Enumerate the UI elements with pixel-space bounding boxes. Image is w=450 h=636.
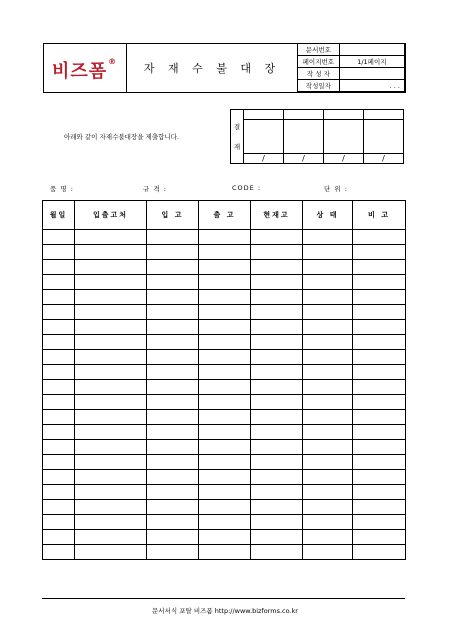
table-cell[interactable] bbox=[199, 530, 251, 545]
table-cell[interactable] bbox=[303, 275, 353, 290]
meta-label-date: 작성일자 bbox=[298, 80, 340, 92]
table-cell[interactable] bbox=[43, 410, 75, 425]
table-cell[interactable] bbox=[303, 290, 353, 305]
table-cell[interactable] bbox=[147, 470, 199, 485]
table-cell[interactable] bbox=[147, 425, 199, 440]
col-header-outgoing: 출 고 bbox=[199, 201, 251, 230]
table-cell[interactable] bbox=[147, 230, 199, 245]
table-cell[interactable] bbox=[147, 530, 199, 545]
table-cell[interactable] bbox=[251, 290, 303, 305]
table-cell[interactable] bbox=[75, 245, 147, 260]
brand-logo-text: 비즈폼 bbox=[52, 61, 108, 82]
col-header-status: 상 태 bbox=[303, 201, 353, 230]
table-cell[interactable] bbox=[303, 245, 353, 260]
table-cell[interactable] bbox=[303, 335, 353, 350]
table-cell[interactable] bbox=[199, 485, 251, 500]
approval-sign-cell[interactable] bbox=[244, 120, 284, 154]
table-cell[interactable] bbox=[147, 290, 199, 305]
table-cell[interactable] bbox=[75, 365, 147, 380]
table-cell[interactable] bbox=[353, 470, 406, 485]
table-cell[interactable] bbox=[303, 545, 353, 560]
table-cell[interactable] bbox=[303, 485, 353, 500]
ledger-header-row bbox=[43, 201, 406, 230]
table-cell[interactable] bbox=[303, 455, 353, 470]
table-cell[interactable] bbox=[251, 260, 303, 275]
table-cell[interactable] bbox=[353, 350, 406, 365]
table-cell[interactable] bbox=[199, 350, 251, 365]
table-cell[interactable] bbox=[43, 380, 75, 395]
approval-title-cell[interactable] bbox=[244, 110, 284, 120]
table-cell[interactable] bbox=[251, 470, 303, 485]
table-cell[interactable] bbox=[199, 380, 251, 395]
table-cell[interactable] bbox=[75, 305, 147, 320]
footer-divider bbox=[42, 598, 405, 599]
table-cell[interactable] bbox=[43, 335, 75, 350]
table-cell[interactable] bbox=[43, 485, 75, 500]
meta-value-author[interactable] bbox=[339, 68, 404, 80]
table-row bbox=[43, 545, 406, 560]
table-cell[interactable] bbox=[251, 515, 303, 530]
table-cell[interactable] bbox=[303, 515, 353, 530]
col-header-incoming: 입 고 bbox=[147, 201, 199, 230]
table-cell[interactable] bbox=[147, 275, 199, 290]
table-row bbox=[43, 320, 406, 335]
table-cell[interactable] bbox=[303, 350, 353, 365]
table-cell[interactable] bbox=[199, 455, 251, 470]
table-cell[interactable] bbox=[303, 380, 353, 395]
table-row bbox=[43, 230, 406, 245]
meta-label-author: 작 성 자 bbox=[298, 68, 340, 80]
table-cell[interactable] bbox=[353, 545, 406, 560]
table-cell[interactable] bbox=[43, 440, 75, 455]
table-cell[interactable] bbox=[75, 545, 147, 560]
item-name-label: 품 명 : bbox=[50, 185, 74, 193]
table-cell[interactable] bbox=[199, 260, 251, 275]
table-cell[interactable] bbox=[303, 260, 353, 275]
table-cell[interactable] bbox=[147, 350, 199, 365]
col-header-source: 입출고처 bbox=[75, 201, 147, 230]
spec-label: 규 격 : bbox=[143, 185, 167, 193]
table-cell[interactable] bbox=[251, 275, 303, 290]
table-row bbox=[43, 335, 406, 350]
table-cell[interactable] bbox=[199, 500, 251, 515]
document-title: 자 재 수 불 대 장 bbox=[143, 62, 281, 75]
table-cell[interactable] bbox=[303, 230, 353, 245]
meta-label-page-number: 페이지번호 bbox=[298, 56, 340, 68]
table-cell[interactable] bbox=[147, 380, 199, 395]
brand-logo bbox=[44, 44, 127, 92]
approval-sign-cell[interactable] bbox=[324, 120, 364, 154]
table-cell[interactable] bbox=[199, 230, 251, 245]
table-row bbox=[43, 290, 406, 305]
table-cell[interactable] bbox=[147, 395, 199, 410]
table-cell[interactable] bbox=[199, 410, 251, 425]
approval-sign-cell[interactable] bbox=[364, 120, 404, 154]
table-cell[interactable] bbox=[303, 470, 353, 485]
table-row bbox=[43, 500, 406, 515]
footer-text: 문서서식 포탈 비즈폼 http://www.bizforms.co.kr bbox=[152, 607, 298, 615]
table-cell[interactable] bbox=[251, 485, 303, 500]
approval-date-cell[interactable]: / bbox=[324, 154, 364, 164]
table-cell[interactable] bbox=[199, 320, 251, 335]
table-cell[interactable] bbox=[147, 440, 199, 455]
table-cell[interactable] bbox=[199, 290, 251, 305]
table-cell[interactable] bbox=[353, 380, 406, 395]
table-row bbox=[43, 425, 406, 440]
table-cell[interactable] bbox=[75, 515, 147, 530]
table-cell[interactable] bbox=[75, 320, 147, 335]
table-cell[interactable] bbox=[43, 365, 75, 380]
table-cell[interactable] bbox=[251, 380, 303, 395]
table-cell[interactable] bbox=[147, 515, 199, 530]
document-header bbox=[43, 43, 406, 93]
meta-label-doc-number: 문서번호 bbox=[298, 44, 340, 56]
table-cell[interactable] bbox=[353, 245, 406, 260]
table-row bbox=[43, 365, 406, 380]
table-cell[interactable] bbox=[199, 515, 251, 530]
approval-sign-cell[interactable] bbox=[284, 120, 324, 154]
table-cell[interactable] bbox=[353, 500, 406, 515]
table-cell[interactable] bbox=[199, 305, 251, 320]
table-cell[interactable] bbox=[147, 335, 199, 350]
table-cell[interactable] bbox=[353, 485, 406, 500]
table-row bbox=[43, 440, 406, 455]
registered-mark: ® bbox=[108, 57, 118, 66]
table-cell[interactable] bbox=[251, 500, 303, 515]
table-cell[interactable] bbox=[303, 425, 353, 440]
table-cell[interactable] bbox=[303, 530, 353, 545]
table-cell[interactable] bbox=[75, 440, 147, 455]
table-cell[interactable] bbox=[75, 230, 147, 245]
approval-label bbox=[231, 110, 244, 164]
table-cell[interactable] bbox=[199, 425, 251, 440]
table-cell[interactable] bbox=[251, 410, 303, 425]
table-cell[interactable] bbox=[251, 335, 303, 350]
table-cell[interactable] bbox=[147, 485, 199, 500]
table-cell[interactable] bbox=[251, 440, 303, 455]
table-cell[interactable] bbox=[43, 275, 75, 290]
table-row bbox=[43, 530, 406, 545]
intro-text: 아래와 같이 자재수불대장을 제출합니다. bbox=[64, 133, 180, 141]
table-cell[interactable] bbox=[75, 455, 147, 470]
table-cell[interactable] bbox=[199, 365, 251, 380]
inventory-ledger-table bbox=[42, 200, 406, 560]
table-row bbox=[43, 350, 406, 365]
table-cell[interactable] bbox=[353, 335, 406, 350]
approval-label-top: 결 bbox=[233, 122, 241, 131]
table-cell[interactable] bbox=[147, 320, 199, 335]
table-cell[interactable] bbox=[303, 410, 353, 425]
table-cell[interactable] bbox=[199, 470, 251, 485]
table-row bbox=[43, 260, 406, 275]
table-row bbox=[43, 395, 406, 410]
approval-title-cell[interactable] bbox=[324, 110, 364, 120]
table-cell[interactable] bbox=[75, 425, 147, 440]
table-cell[interactable] bbox=[353, 455, 406, 470]
table-cell[interactable] bbox=[199, 395, 251, 410]
table-cell[interactable] bbox=[75, 470, 147, 485]
table-cell[interactable] bbox=[353, 275, 406, 290]
table-cell[interactable] bbox=[251, 365, 303, 380]
table-cell[interactable] bbox=[353, 365, 406, 380]
table-cell[interactable] bbox=[251, 305, 303, 320]
table-cell[interactable] bbox=[251, 530, 303, 545]
table-cell[interactable] bbox=[75, 260, 147, 275]
table-cell[interactable] bbox=[43, 350, 75, 365]
table-cell[interactable] bbox=[75, 395, 147, 410]
table-cell[interactable] bbox=[75, 500, 147, 515]
table-cell[interactable] bbox=[251, 545, 303, 560]
table-cell[interactable] bbox=[75, 275, 147, 290]
table-cell[interactable] bbox=[147, 365, 199, 380]
col-header-remarks: 비 고 bbox=[353, 201, 406, 230]
table-cell[interactable] bbox=[353, 515, 406, 530]
table-cell[interactable] bbox=[75, 380, 147, 395]
table-cell[interactable] bbox=[43, 530, 75, 545]
meta-value-doc-number[interactable] bbox=[339, 44, 404, 56]
table-cell[interactable] bbox=[43, 425, 75, 440]
table-cell[interactable] bbox=[147, 410, 199, 425]
table-cell[interactable] bbox=[303, 395, 353, 410]
approval-date-cell[interactable]: / bbox=[284, 154, 324, 164]
col-header-date: 월일 bbox=[43, 201, 75, 230]
table-row bbox=[43, 470, 406, 485]
table-cell[interactable] bbox=[75, 410, 147, 425]
table-cell[interactable] bbox=[353, 290, 406, 305]
table-cell[interactable] bbox=[147, 545, 199, 560]
table-cell[interactable] bbox=[43, 515, 75, 530]
table-cell[interactable] bbox=[353, 260, 406, 275]
table-cell[interactable] bbox=[199, 545, 251, 560]
table-row bbox=[43, 275, 406, 290]
unit-label: 단 위 : bbox=[324, 185, 348, 193]
table-row bbox=[43, 305, 406, 320]
table-cell[interactable] bbox=[75, 350, 147, 365]
table-cell[interactable] bbox=[353, 230, 406, 245]
table-cell[interactable] bbox=[147, 500, 199, 515]
table-cell[interactable] bbox=[353, 425, 406, 440]
table-cell[interactable] bbox=[251, 230, 303, 245]
table-cell[interactable] bbox=[251, 320, 303, 335]
table-cell[interactable] bbox=[251, 350, 303, 365]
table-cell[interactable] bbox=[303, 440, 353, 455]
table-cell[interactable] bbox=[353, 320, 406, 335]
table-row bbox=[43, 485, 406, 500]
approval-box bbox=[230, 109, 404, 164]
table-cell[interactable] bbox=[199, 440, 251, 455]
table-cell[interactable] bbox=[353, 530, 406, 545]
approval-label-bottom: 재 bbox=[233, 142, 241, 151]
approval-title-cell[interactable] bbox=[364, 110, 404, 120]
table-cell[interactable] bbox=[147, 260, 199, 275]
table-cell[interactable] bbox=[353, 440, 406, 455]
table-cell[interactable] bbox=[75, 290, 147, 305]
document-meta-table bbox=[297, 43, 405, 92]
table-cell[interactable] bbox=[303, 320, 353, 335]
table-row bbox=[43, 410, 406, 425]
table-cell[interactable] bbox=[199, 245, 251, 260]
table-cell[interactable] bbox=[43, 470, 75, 485]
table-cell[interactable] bbox=[75, 335, 147, 350]
table-cell[interactable] bbox=[43, 245, 75, 260]
table-cell[interactable] bbox=[199, 335, 251, 350]
table-cell[interactable] bbox=[353, 395, 406, 410]
approval-date-cell[interactable]: / bbox=[364, 154, 404, 164]
table-cell[interactable] bbox=[251, 425, 303, 440]
table-row bbox=[43, 380, 406, 395]
table-cell[interactable] bbox=[43, 545, 75, 560]
table-cell[interactable] bbox=[147, 305, 199, 320]
table-cell[interactable] bbox=[251, 245, 303, 260]
table-cell[interactable] bbox=[251, 455, 303, 470]
table-cell[interactable] bbox=[303, 365, 353, 380]
table-row bbox=[43, 515, 406, 530]
table-cell[interactable] bbox=[43, 260, 75, 275]
table-cell[interactable] bbox=[75, 485, 147, 500]
table-cell[interactable] bbox=[303, 500, 353, 515]
table-cell[interactable] bbox=[43, 455, 75, 470]
table-cell[interactable] bbox=[43, 230, 75, 245]
table-cell[interactable] bbox=[43, 395, 75, 410]
meta-value-date[interactable]: . . . bbox=[339, 80, 404, 92]
table-cell[interactable] bbox=[251, 395, 303, 410]
table-cell[interactable] bbox=[303, 305, 353, 320]
table-cell[interactable] bbox=[147, 245, 199, 260]
approval-title-cell[interactable] bbox=[284, 110, 324, 120]
table-cell[interactable] bbox=[353, 410, 406, 425]
code-label: CODE : bbox=[232, 184, 262, 192]
col-header-stock: 현재고 bbox=[251, 201, 303, 230]
table-cell[interactable] bbox=[353, 305, 406, 320]
table-row bbox=[43, 455, 406, 470]
table-cell[interactable] bbox=[43, 305, 75, 320]
table-cell[interactable] bbox=[43, 290, 75, 305]
table-cell[interactable] bbox=[43, 500, 75, 515]
table-cell[interactable] bbox=[43, 320, 75, 335]
table-cell[interactable] bbox=[147, 455, 199, 470]
approval-date-cell[interactable]: / bbox=[244, 154, 284, 164]
table-cell[interactable] bbox=[75, 530, 147, 545]
table-cell[interactable] bbox=[199, 275, 251, 290]
meta-value-page-number[interactable]: 1/1페이지 bbox=[339, 56, 404, 68]
table-row bbox=[43, 245, 406, 260]
